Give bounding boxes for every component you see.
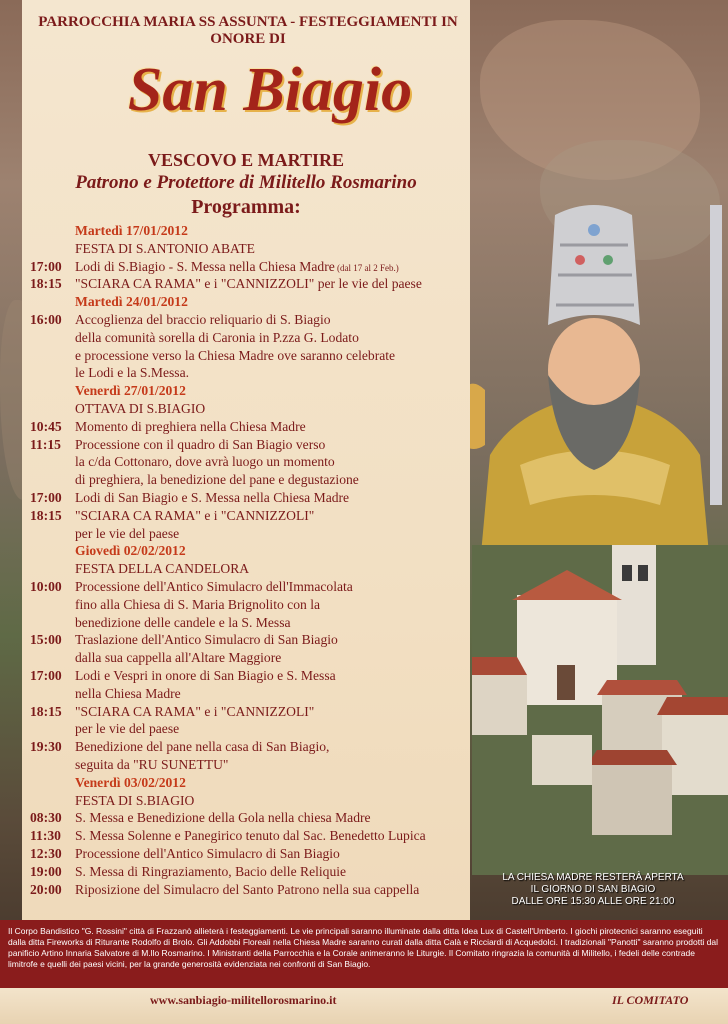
event-note: (dal 17 al 2 Feb.) — [334, 262, 399, 273]
continuation-text: dalla sua cappella all'Altare Maggiore — [75, 650, 282, 666]
event-text: "SCIARA CA RAMA" e i "CANNIZZOLI" — [75, 703, 315, 719]
continuation-text: per le vie del paese — [75, 721, 180, 737]
event-text: Processione con il quadro di San Biagio verso — [75, 436, 326, 452]
date-label: Venerdì 27/01/2012 — [75, 383, 186, 399]
program-event — [30, 418, 306, 435]
san-biagio-statue-image — [460, 205, 728, 565]
page-title: San Biagio — [127, 56, 413, 124]
feast-label: OTTAVA DI S.BIAGIO — [75, 401, 206, 416]
event-time: 17:00 — [30, 490, 62, 505]
program-feast — [75, 792, 194, 809]
program-event — [30, 275, 422, 292]
event-time: 18:15 — [30, 703, 62, 719]
program-date — [75, 293, 188, 310]
subtitle-patrono: Patrono e Protettore di Militello Rosmarino — [75, 172, 417, 193]
program-event — [30, 507, 314, 524]
signature: IL COMITATO — [612, 993, 689, 1007]
event-text: Benedizione del pane nella casa di San Biagio, — [75, 739, 330, 755]
program-event — [30, 258, 399, 277]
feast-label: FESTA DI S.BIAGIO — [75, 792, 195, 808]
event-text: Lodi e Vespri in onore di San Biagio e S. Messa — [75, 668, 336, 683]
continuation-text: nella Chiesa Madre — [75, 685, 181, 701]
event-time: 10:00 — [30, 579, 62, 594]
program-feast — [75, 560, 249, 577]
program-feast — [75, 400, 205, 417]
program-continuation — [75, 453, 335, 470]
event-text: Accoglienza del braccio reliquario di S. Biagio — [75, 312, 331, 327]
program-event — [30, 311, 331, 328]
website-link[interactable]: www.sanbiagio-militellorosmarino.it — [150, 993, 337, 1007]
continuation-text: per le vie del paese — [75, 525, 180, 541]
village-church-image — [472, 545, 728, 875]
event-time: 15:00 — [30, 632, 62, 648]
program-date — [75, 774, 186, 791]
continuation-text: seguita da "RU SUNETTU" — [75, 757, 229, 772]
program-continuation — [75, 347, 395, 364]
program-heading: Programma: — [191, 196, 301, 218]
event-text: S. Messa di Ringraziamento, Bacio delle Reliquie — [75, 863, 347, 879]
event-time: 12:30 — [30, 846, 62, 861]
program-continuation — [75, 364, 189, 381]
program-continuation — [75, 720, 179, 737]
continuation-text: di preghiera, la benedizione del pane e degustazione — [75, 472, 359, 488]
feast-label: FESTA DELLA CANDELORA — [75, 561, 250, 577]
program-continuation — [75, 596, 320, 613]
date-label: Martedì 17/01/2012 — [75, 223, 188, 238]
continuation-text: la c/da Cottonaro, dove avrà luogo un momento — [75, 454, 335, 470]
program-event — [30, 578, 353, 595]
program-event — [30, 667, 336, 684]
parish-header: PARROCCHIA MARIA SS ASSUNTA - FESTEGGIAMENTI IN ONORE DI — [38, 14, 458, 47]
program-event — [30, 703, 314, 720]
program-event — [30, 845, 340, 862]
event-time: 18:15 — [30, 507, 62, 523]
event-time: 08:30 — [30, 810, 62, 826]
continuation-text: e processione verso la Chiesa Madre ove saranno celebrate — [75, 347, 396, 363]
event-time: 10:45 — [30, 418, 62, 434]
program-date — [75, 382, 186, 399]
program-continuation — [75, 614, 291, 631]
date-label: Martedì 24/01/2012 — [75, 294, 188, 310]
date-label: Venerdì 03/02/2012 — [75, 774, 186, 790]
event-time: 17:00 — [30, 668, 62, 683]
event-text: Riposizione del Simulacro del Santo Patrono nella sua cappella — [75, 881, 420, 897]
event-text: "SCIARA CA RAMA" e i "CANNIZZOLI" per le vie del paese — [75, 276, 422, 292]
program-event — [30, 863, 346, 880]
event-time: 18:15 — [30, 276, 62, 292]
continuation-text: fino alla Chiesa di S. Maria Brignolito con la — [75, 596, 321, 612]
date-label: Giovedì 02/02/2012 — [75, 543, 186, 559]
program-date — [75, 542, 186, 559]
program-event — [30, 738, 329, 755]
program-continuation — [75, 685, 181, 702]
program-continuation — [75, 649, 281, 666]
event-time: 19:00 — [30, 863, 62, 879]
continuation-text: le Lodi e la S.Messa. — [75, 365, 190, 381]
event-time: 16:00 — [30, 312, 62, 327]
church-notice — [488, 872, 698, 908]
continuation-text: benedizione delle candele e la S. Messa — [75, 614, 291, 630]
program-event — [30, 881, 419, 898]
event-time: 11:30 — [30, 828, 61, 844]
event-text: Traslazione dell'Antico Simulacro di San Biagio — [75, 632, 338, 648]
program-date — [75, 222, 188, 239]
church-notice-line: IL GIORNO DI SAN BIAGIO — [530, 884, 656, 895]
program-event — [30, 489, 349, 506]
event-time: 17:00 — [30, 258, 62, 274]
program-event — [30, 436, 325, 453]
continuation-text: della comunità sorella di Caronia in P.zza G. Lodato — [75, 329, 359, 345]
program-continuation — [75, 525, 179, 542]
church-notice-line: DALLE ORE 15:30 ALLE ORE 21:00 — [511, 896, 675, 907]
event-time: 11:15 — [30, 436, 61, 452]
event-text: Momento di preghiera nella Chiesa Madre — [75, 418, 306, 434]
program-feast — [75, 240, 255, 257]
event-text: Lodi di San Biagio e S. Messa nella Chiesa Madre — [75, 490, 350, 505]
event-text: Processione dell'Antico Simulacro di San Biagio — [75, 846, 340, 861]
church-notice-line: LA CHIESA MADRE RESTERÀ APERTA — [502, 872, 684, 883]
program-continuation — [75, 329, 359, 346]
program-event — [30, 631, 338, 648]
event-text: Processione dell'Antico Simulacro dell'Immacolata — [75, 579, 353, 594]
event-text: Lodi di S.Biagio - S. Messa nella Chiesa Madre — [75, 258, 335, 274]
subtitle-vescovo: VESCOVO E MARTIRE — [147, 150, 345, 170]
event-text: S. Messa Solenne e Panegirico tenuto dal Sac. Benedetto Lupica — [75, 828, 426, 844]
event-text: S. Messa e Benedizione della Gola nella chiesa Madre — [75, 810, 371, 826]
program-continuation — [75, 471, 359, 488]
feast-label: FESTA DI S.ANTONIO ABATE — [75, 240, 255, 256]
event-time: 19:30 — [30, 739, 62, 755]
footer-credits: Il Corpo Bandistico "G. Rossini" città di Frazzanò allieterà i festeggiamenti. Le vie principali saranno illuminate dalla ditta Idea Lux di Castell'Umberto. I giochi pirotecnici saranno eseguiti dalla ditta Fireworks di Riturante Rodolfo di Brolo. Gli Addobbi Floreali nella Chiesa Madre saranno curati dalla ditta Calà e Ricciardi di Acquedolci. I tradizionali "Panotti" saranno prodotti dal panificio Artino Innaria Salvatore di M.llo Rosmarino. I Ministranti della Parrocchia e la Corale animeranno le Liturgie. Il Comitato ringrazia la comunità di Militello, i fedeli delle contrade limitrofe e quelli dei paesi vicini, per la grande generosità evidenziata nei confronti di San Biagio. — [8, 926, 719, 969]
event-text: "SCIARA CA RAMA" e i "CANNIZZOLI" — [75, 507, 315, 523]
program-event — [30, 827, 426, 844]
program-continuation — [75, 756, 228, 773]
event-time: 20:00 — [30, 881, 62, 897]
program-event — [30, 809, 371, 826]
